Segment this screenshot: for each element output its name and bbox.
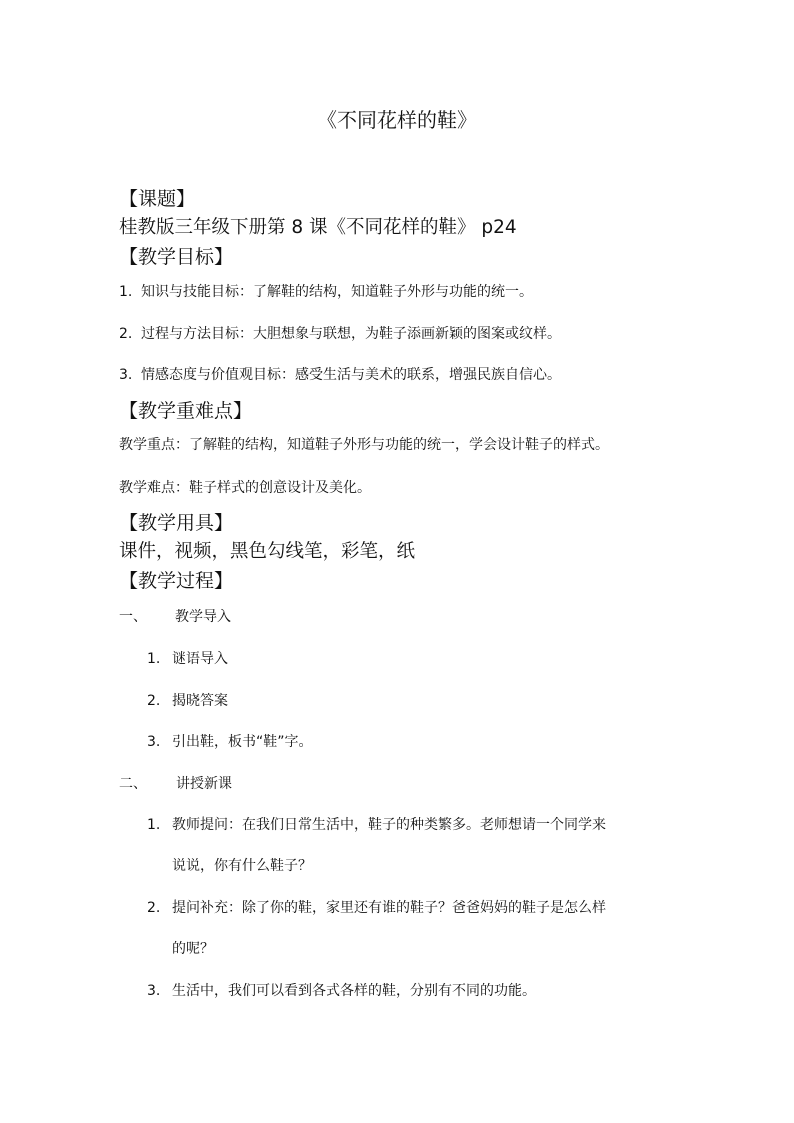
item-number: 1. — [147, 651, 161, 667]
process-part — [119, 773, 232, 793]
tools-content: 课件，视频，黑色勾线笔，彩笔，纸 — [119, 541, 416, 562]
item-number: 1. — [147, 817, 161, 833]
item-number: 2. — [147, 693, 161, 709]
teaching-focus: 教学重点：了解鞋的结构，知道鞋子外形与功能的统一，学会设计鞋子的样式。 — [119, 437, 609, 453]
item-text: 生活中，我们可以看到各式各样的鞋，分别有不同的功能。 — [172, 983, 536, 999]
objective-number: 2. — [119, 326, 133, 342]
objectives-heading: 【教学目标】 — [119, 246, 234, 268]
objective-item — [119, 323, 561, 343]
objective-text: 知识与技能目标：了解鞋的结构，知道鞋子外形与功能的统一。 — [141, 284, 533, 300]
process-item — [147, 731, 313, 751]
teaching-difficulty: 教学难点：鞋子样式的创意设计及美化。 — [119, 480, 371, 496]
process-item — [147, 690, 228, 710]
part-number: 二、 — [119, 776, 147, 792]
process-heading: 【教学过程】 — [119, 570, 234, 592]
part-title: 教学导入 — [175, 609, 231, 625]
objective-number: 1. — [119, 284, 133, 300]
item-number: 3. — [147, 983, 161, 999]
part-title: 讲授新课 — [176, 776, 232, 792]
item-text: 教师提问：在我们日常生活中，鞋子的种类繁多。老师想请一个同学来 — [172, 817, 606, 833]
item-text: 引出鞋，板书“鞋”字。 — [172, 734, 313, 750]
key-points-heading: 【教学重难点】 — [119, 400, 253, 422]
topic-content: 桂教版三年级下册第 8 课《不同花样的鞋》 p24 — [119, 217, 517, 238]
item-number: 3. — [147, 734, 161, 750]
topic-heading: 【课题】 — [119, 188, 196, 210]
item-text: 揭晓答案 — [172, 693, 228, 709]
process-item — [147, 648, 228, 668]
item-text-continuation: 的呢？ — [172, 941, 214, 957]
objective-number: 3. — [119, 367, 133, 383]
process-item — [147, 897, 606, 917]
process-part — [119, 606, 231, 626]
objective-text: 情感态度与价值观目标：感受生活与美术的联系，增强民族自信心。 — [141, 367, 561, 383]
process-item — [147, 980, 536, 1000]
item-text: 提问补充：除了你的鞋，家里还有谁的鞋子？爸爸妈妈的鞋子是怎么样 — [172, 900, 606, 916]
objective-item — [119, 364, 561, 384]
objective-text: 过程与方法目标：大胆想象与联想，为鞋子添画新颖的图案或纹样。 — [141, 326, 561, 342]
document-title: 《不同花样的鞋》 — [317, 108, 477, 132]
tools-heading: 【教学用具】 — [119, 512, 234, 534]
part-number: 一、 — [119, 609, 147, 625]
item-text: 谜语导入 — [172, 651, 228, 667]
item-number: 2. — [147, 900, 161, 916]
process-item — [147, 814, 606, 834]
objective-item — [119, 281, 533, 301]
item-text-continuation: 说说，你有什么鞋子？ — [172, 858, 312, 874]
